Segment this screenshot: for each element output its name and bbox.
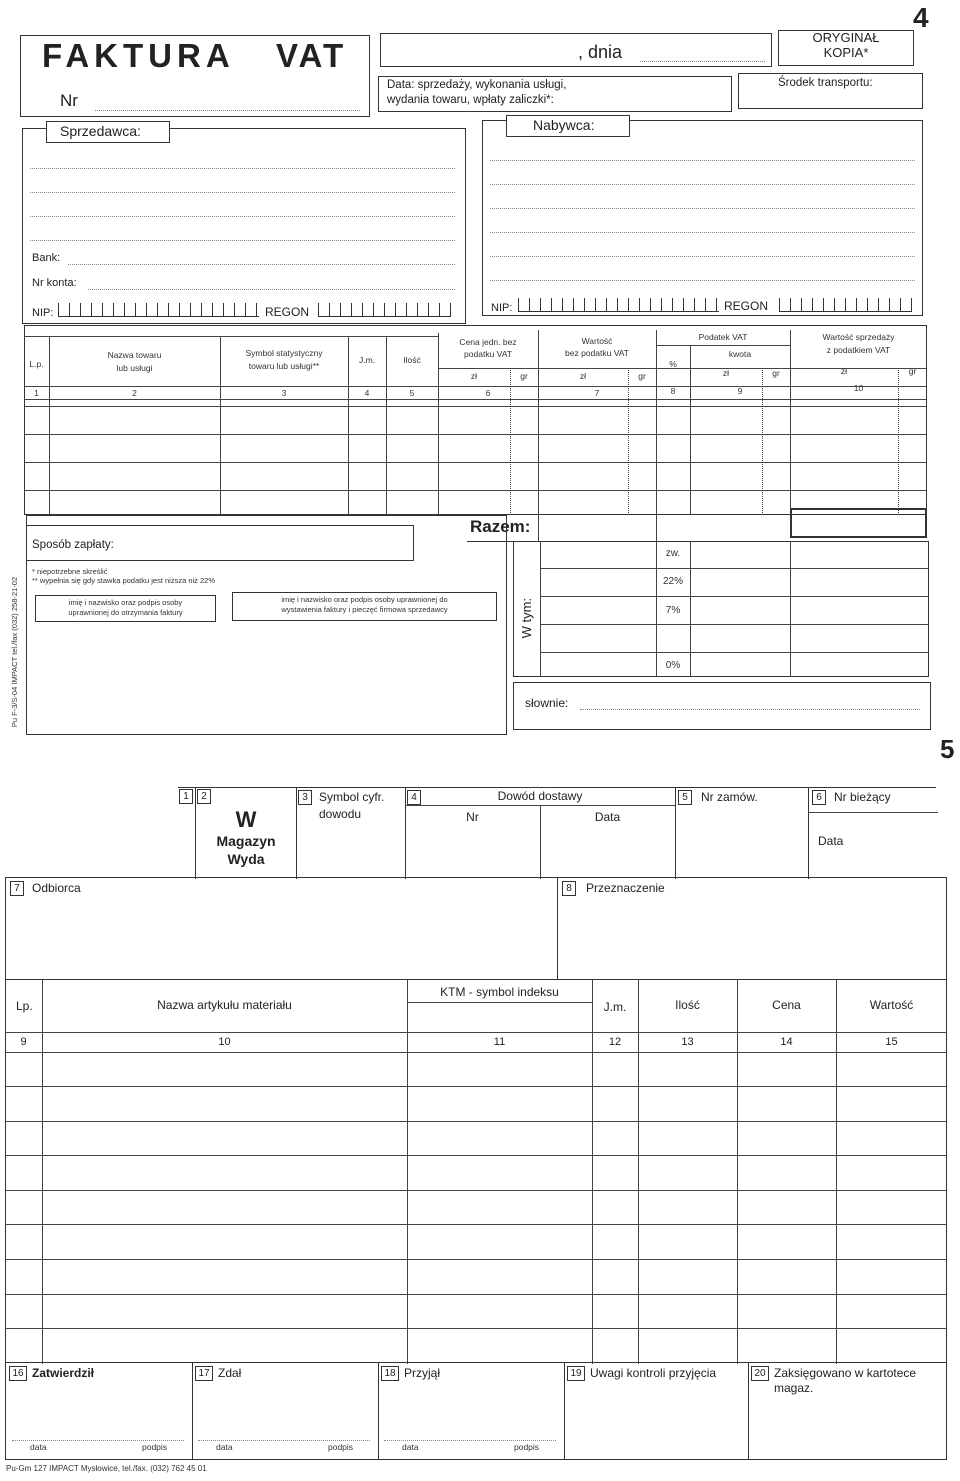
field-19-number: 19 [567,1366,585,1381]
field-20-label-2: magaz. [774,1381,814,1395]
field-16-number: 16 [9,1366,27,1381]
col-value-net-2: bez podatku VAT [565,348,629,358]
field-20-label-1: Zaksięgowano w kartotece [774,1366,917,1380]
receiver-sign-label-2: uprawnionej do otrzymania faktury [68,608,183,617]
approval-divider [378,1362,379,1460]
items-row-line [5,1328,947,1329]
wh-header-top [178,787,936,788]
date-line [640,61,765,62]
field-4-nr: Nr [466,810,479,824]
field-19-label: Uwagi kontroli przyjęcia [590,1366,717,1380]
items-row-line [5,1259,947,1260]
items-row-line [5,1121,947,1122]
col-number: 6 [485,388,491,398]
buyer-line [490,184,915,185]
ktm-underline [407,1002,592,1003]
col-zl: zł [840,366,848,376]
field-7-label: Odbiorca [32,881,81,895]
col-number: 9 [737,386,743,396]
vat-breakdown-box [513,541,929,677]
seller-account-line [88,289,455,290]
wh-header-divider [405,805,675,806]
items-col-number: 12 [608,1036,622,1048]
total-label: Razem: [470,517,531,536]
breakdown-divider [790,541,791,677]
received-date-label: data [402,1442,419,1452]
items-col-name: Nazwa artykułu materiału [157,998,292,1012]
col-number: 8 [670,386,676,396]
field-17-label: Zdał [218,1366,242,1380]
buyer-line [490,232,915,233]
sale-date-label-1: Data: sprzedaży, wykonania usługi, [387,79,567,91]
sign-line [12,1440,184,1441]
field-4-number: 4 [407,790,421,805]
row-divider [24,434,927,435]
field-5-label: Nr zamów. [701,790,758,804]
field-4-date: Data [594,810,621,824]
doc-type-name-2: Wyda [227,851,265,867]
buyer-line [490,256,915,257]
wh-header-divider [808,812,938,813]
breakdown-row [540,568,929,569]
seller-line [30,216,455,217]
wh-divider [557,877,558,979]
items-row-line [5,1294,947,1295]
buyer-line [490,208,915,209]
row-divider [24,399,927,400]
rate-exempt: zw. [665,548,681,559]
seller-line [30,168,455,169]
items-row-line [5,1190,947,1191]
items-row-line [5,1155,947,1156]
field-5-number: 5 [678,790,692,805]
footnote-1: * niepotrzebne skreślić [32,567,108,576]
total-gross-cell [790,508,927,538]
items-col-number: 13 [681,1036,694,1048]
col-jm: J.m. [358,355,376,365]
items-col-number: 10 [218,1036,231,1048]
footnote-2: ** wypełnia się gdy stawka podatku jest niższa niż 22% [32,576,216,585]
invoice-nr-line [95,110,360,111]
items-col-ktm: KTM - symbol indeksu [440,985,559,999]
seller-nip-label: NIP: [32,307,54,319]
field-18-label: Przyjął [404,1366,441,1380]
col-name-1: Nazwa towaru [107,350,162,360]
col-gross-2: z podatkiem VAT [826,345,891,355]
seller-account-label: Nr konta: [32,277,77,289]
breakdown-divider [540,541,541,677]
col-gross-1: Wartość sprzedaży [822,332,895,342]
field-16-label: Zatwierdził [32,1366,95,1380]
items-col-qty: Ilość [675,998,700,1012]
items-row-line [5,1052,947,1053]
col-number: 5 [409,388,415,398]
approval-divider [748,1362,749,1460]
copy-label: KOPIA* [823,45,869,60]
field-1-number: 1 [179,789,193,804]
total-divider [538,515,539,541]
col-unit-price-1: Cena jedn. bez [459,337,517,347]
field-6-label: Nr bieżący [834,790,891,804]
field-2-number: 2 [197,789,211,804]
rate-7: 7% [665,605,681,616]
items-col-number: 15 [885,1036,898,1048]
col-gr: gr [638,371,646,381]
field-17-number: 17 [195,1366,213,1381]
rate-0: 0% [665,660,681,671]
handed-sign-label: podpis [328,1442,354,1452]
buyer-regon-label: REGON [724,299,769,313]
field-8-label: Przeznaczenie [586,881,665,895]
items-col-number: 14 [780,1036,793,1048]
field-8-number: 8 [562,881,576,896]
field-20-number: 20 [751,1366,769,1381]
invoice-title: FAKTURA [42,37,235,74]
page-number-2: 5 [940,734,955,764]
items-col-price: Cena [772,998,801,1012]
col-divider [790,330,791,515]
items-row-line [5,1086,947,1087]
buyer-nip-cells [518,298,719,312]
col-divider [438,333,439,515]
approved-date-label: data [30,1442,47,1452]
invoice-nr-label: Nr [60,91,78,110]
approval-divider [192,1362,193,1460]
items-col-lp: Lp. [16,999,33,1013]
amount-in-words-label: słownie: [525,696,569,710]
col-zl: zł [470,371,478,381]
original-label: ORYGINAŁ [812,30,880,45]
dnia-label: , dnia [578,42,623,62]
row-divider [24,490,927,491]
sign-line [198,1440,370,1441]
page-number: 4 [913,2,929,33]
doc-type-code: W [235,807,257,832]
col-unit-price-2: podatku VAT [464,349,512,359]
sale-date-label-2: wydania towaru, wpłaty zaliczki*: [387,94,554,106]
approved-sign-label: podpis [142,1442,168,1452]
col-number: 3 [281,388,287,398]
items-row-line [5,1224,947,1225]
field-3-label-1: Symbol cyfr. [319,790,385,804]
col-zl: zł [722,368,730,378]
col-gr: gr [772,368,780,378]
items-col-number: 9 [20,1036,27,1048]
wh-divider [5,979,947,980]
sign-line [384,1440,556,1441]
field-3-label-2: dowodu [319,807,362,821]
transport-label: Środek transportu: [778,77,873,89]
breakdown-divider [690,541,691,677]
side-print: Pu F-3/S-04 IMPACT tel./fax (032) 258-21-02 [9,576,19,728]
wh-header-divider [296,787,297,879]
footer-print: Pu-Gm 127 IMPACT Mysłowice, tel./fax. (032) 762 45 01 [6,1464,207,1473]
seller-regon-cells [318,303,451,317]
field-6-number: 6 [812,790,826,805]
col-gr: gr [520,371,528,381]
field-4-label: Dowód dostawy [497,789,583,803]
col-number: 4 [364,388,370,398]
col-number: 10 [853,383,864,393]
field-3-number: 3 [298,790,312,805]
issuer-sign-label-1: imię i nazwisko oraz podpis osoby uprawnionej do [281,595,448,604]
field-7-number: 7 [10,881,24,896]
buyer-nip-label: NIP: [491,302,513,314]
wh-header-divider [808,787,809,879]
words-line [580,709,920,710]
col-value-net-1: Wartość [581,336,613,346]
received-sign-label: podpis [514,1442,540,1452]
row-divider [24,406,927,407]
seller-label: Sprzedawca: [60,123,141,139]
items-col-number: 11 [493,1036,506,1048]
col-symbol-1: Symbol statystyczny [245,348,323,358]
seller-nip-cells [58,303,259,317]
invoice-title-vat: VAT [276,37,347,74]
breakdown-row [540,596,929,597]
col-divider [656,330,657,515]
field-6-date: Data [818,834,844,848]
buyer-regon-cells [779,298,912,312]
col-number: 2 [132,388,137,398]
row-divider [24,336,438,337]
amount-in-words-box [513,682,931,730]
col-qty: Ilość [403,355,421,365]
issuer-sign-label-2: wystawienia faktury i pieczęć firmowa sprzedawcy [281,605,448,614]
col-vat-percent: % [669,359,677,369]
handed-date-label: data [216,1442,233,1452]
col-vat-tax: Podatek VAT [698,332,748,342]
rate-22: 22% [662,576,683,587]
field-18-number: 18 [381,1366,399,1381]
items-row-line [5,1032,947,1033]
buyer-line [490,280,915,281]
buyer-line [490,160,915,161]
buyer-box [482,117,923,316]
row-divider [24,462,927,463]
payment-method-label: Sposób zapłaty: [32,539,114,551]
of-which-label: W tym: [519,597,535,639]
col-vat-amount: kwota [728,349,752,359]
row-divider [656,345,790,346]
col-name-2: lub usługi [116,363,153,373]
items-col-value: Wartość [869,998,914,1012]
seller-box [22,128,466,324]
total-divider [656,515,657,541]
col-zl: zł [579,371,587,381]
approval-divider [564,1362,565,1460]
doc-type-name-1: Magazyn [216,833,276,849]
items-col-jm: J.m. [603,1000,627,1014]
seller-bank-label: Bank: [32,252,61,264]
buyer-label: Nabywca: [533,117,595,133]
col-divider [49,336,50,515]
seller-line [30,240,455,241]
wh-header-divider [405,787,406,879]
breakdown-row [540,624,929,625]
seller-line [30,192,455,193]
items-row-line [5,1362,947,1363]
col-number: 1 [34,388,39,398]
seller-bank-line [68,264,455,265]
col-number: 7 [594,388,600,398]
seller-regon-label: REGON [265,305,310,319]
col-lp: L.p. [29,359,44,369]
receiver-sign-label-1: imię i nazwisko oraz podpis osoby [68,598,183,607]
col-symbol-2: towaru lub usługi** [248,361,320,371]
wh-header-divider [675,787,676,879]
breakdown-row [540,652,929,653]
col-gr: gr [908,366,917,376]
